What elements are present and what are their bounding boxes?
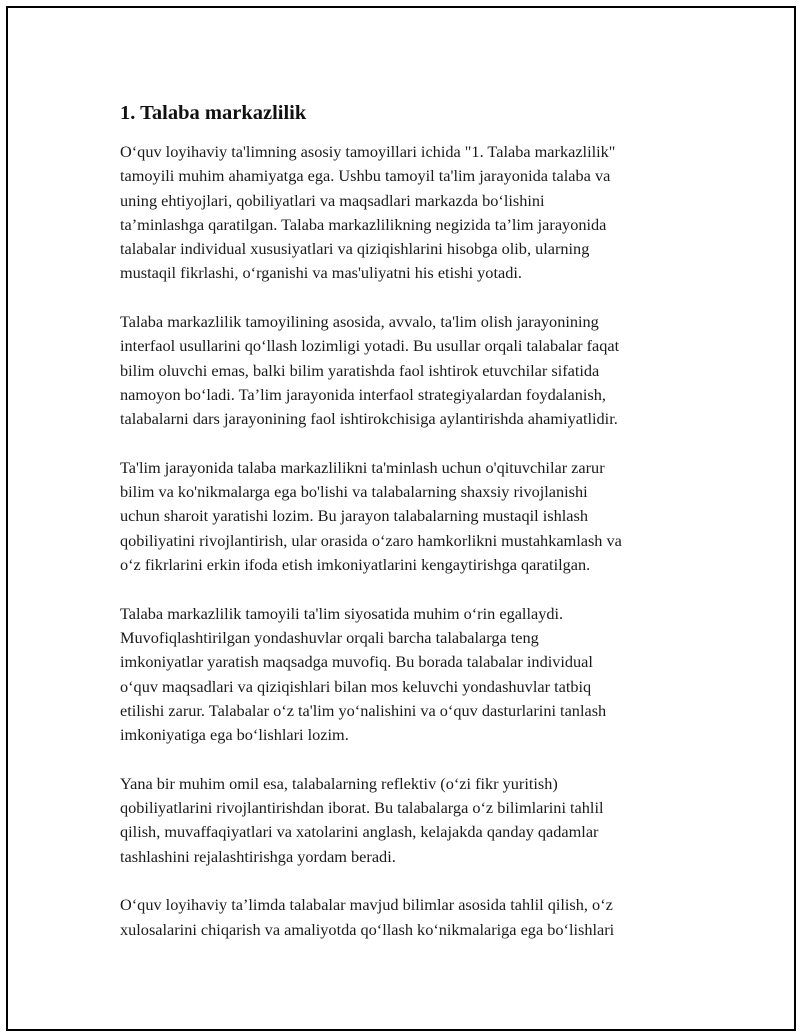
section-heading: 1. Talaba markazlilik bbox=[120, 102, 307, 124]
text-line: uning ehtiyojlari, qobiliyatlari va maqsadlari markazda bo‘lishini bbox=[120, 190, 545, 210]
text-line: mustaqil fikrlashi, o‘rganishi va mas'uliyatni his etishi yotadi. bbox=[120, 263, 522, 283]
text-line: Muvofiqlashtirilgan yondashuvlar orqali barcha talabalarga teng bbox=[120, 627, 539, 647]
paragraph-6 bbox=[120, 893, 700, 942]
text-line: o‘quv maqsadlari va qiziqishlari bilan mos keluvchi yondashuvlar tatbiq bbox=[120, 676, 592, 696]
text-line: Yana bir muhim omil esa, talabalarning reflektiv (o‘zi fikr yuritish) bbox=[120, 773, 558, 793]
text-line: talabalar individual xususiyatlari va qiziqishlarini hisobga olib, ularning bbox=[120, 239, 590, 259]
text-line: bilim oluvchi emas, balki bilim yaratishda faol ishtirok etuvchilar sifatida bbox=[120, 360, 600, 380]
text-line: qobiliyatini rivojlantirish, ular orasida o‘zaro hamkorlikni mustahkamlash va bbox=[120, 530, 622, 550]
text-line: O‘quv loyihaviy ta'limning asosiy tamoyillari ichida "1. Talaba markazlilik" bbox=[120, 142, 616, 161]
paragraph-2 bbox=[120, 310, 700, 431]
text-line: imkoniyatlar yaratish maqsadga muvofiq. Bu borada talabalar individual bbox=[120, 652, 593, 672]
page-frame bbox=[6, 6, 796, 1031]
document-content bbox=[120, 100, 700, 966]
text-line: interfaol usullarini qo‘llash lozimligi yotadi. Bu usullar orqali talabalar faqat bbox=[120, 336, 620, 356]
text-line: tashlashini rejalashtirishga yordam beradi. bbox=[120, 846, 396, 866]
text-line: Ta'lim jarayonida talaba markazlilikni ta'minlash uchun o'qituvchilar zarur bbox=[120, 457, 605, 477]
text-line: talabalarni dars jarayonining faol ishtirokchisiga aylantirishda ahamiyatlidir. bbox=[120, 409, 618, 429]
text-line: tamoyili muhim ahamiyatga ega. Ushbu tamoyil ta'lim jarayonida talaba va bbox=[120, 166, 611, 186]
text-line: qilish, muvaffaqiyatlari va xatolarini anglash, kelajakda qanday qadamlar bbox=[120, 822, 599, 842]
text-line: xulosalarini chiqarish va amaliyotda qo‘llash ko‘nikmalariga ega bo‘lishlari bbox=[120, 919, 615, 939]
text-line: uchun sharoit yaratishi lozim. Bu jarayon talabalarning mustaqil ishlash bbox=[120, 506, 588, 526]
text-line: Talaba markazlilik tamoyilining asosida, avvalo, ta'lim olish jarayonining bbox=[120, 312, 599, 332]
text-line: Talaba markazlilik tamoyili ta'lim siyosatida muhim o‘rin egallaydi. bbox=[120, 603, 564, 623]
paragraph-4 bbox=[120, 602, 700, 748]
text-line: etilishi zarur. Talabalar o‘z ta'lim yo‘nalishini va o‘quv dasturlarini tanlash bbox=[120, 700, 607, 720]
paragraph-1 bbox=[120, 140, 700, 286]
text-line: bilim va ko'nikmalarga ega bo'lishi va talabalarning shaxsiy rivojlanishi bbox=[120, 482, 588, 502]
text-line: qobiliyatlarini rivojlantirishdan iborat. Bu talabalarga o‘z bilimlarini tahlil bbox=[120, 798, 604, 818]
text-line: namoyon bo‘ladi. Ta’lim jarayonida interfaol strategiyalardan foydalanish, bbox=[120, 384, 606, 404]
text-line: o‘z fikrlarini erkin ifoda etish imkoniyatlarini kengaytirishga qaratilgan. bbox=[120, 555, 591, 575]
paragraph-3 bbox=[120, 456, 700, 577]
text-line: O‘quv loyihaviy ta’limda talabalar mavjud bilimlar asosida tahlil qilish, o‘z bbox=[120, 895, 613, 915]
text-line: ta’minlashga qaratilgan. Talaba markazlilikning negizida ta’lim jarayonida bbox=[120, 214, 607, 234]
paragraph-5 bbox=[120, 772, 700, 869]
text-line: imkoniyatiga ega bo‘lishlari lozim. bbox=[120, 725, 349, 745]
